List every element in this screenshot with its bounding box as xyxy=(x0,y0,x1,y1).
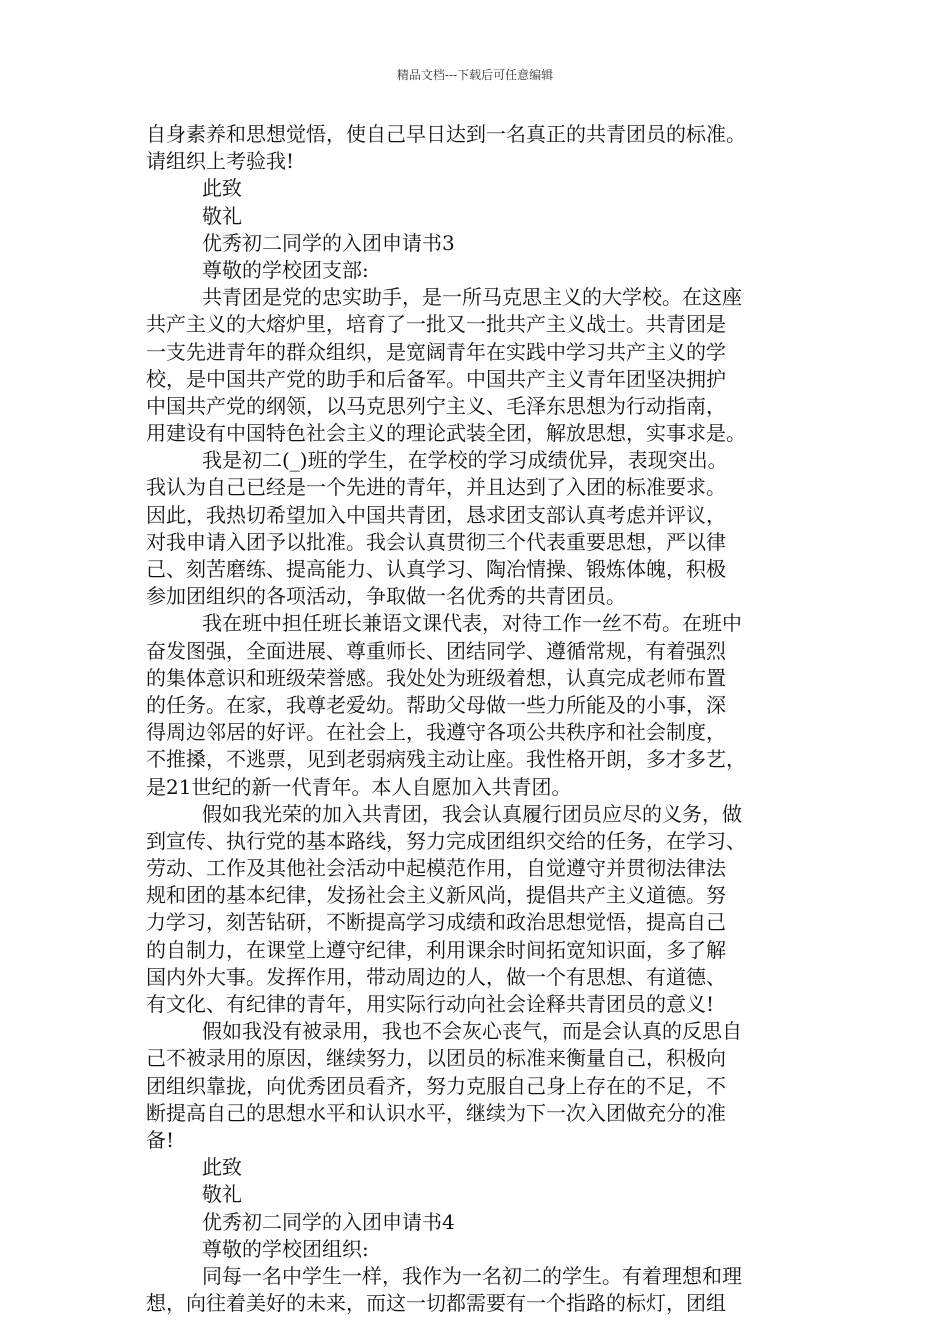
text-line: 此致 xyxy=(202,176,242,201)
text-line: 尊敬的学校团支部: xyxy=(202,257,369,282)
text-line: 此致 xyxy=(202,1155,242,1180)
text-line: 校，是中国共产党的助手和后备军。中国共产主义青年团坚决拥护 xyxy=(146,366,726,391)
text-line: 我是初二(_)班的学生，在学校的学习成绩优异，表现突出。 xyxy=(202,448,728,473)
text-line: 用建设有中国特色社会主义的理论武装全团，解放思想，实事求是。 xyxy=(146,421,746,446)
document-body xyxy=(146,121,826,1317)
text-line: 对我申请入团予以批准。我会认真贯彻三个代表重要思想，严以律 xyxy=(146,529,726,554)
text-line: 断提高自己的思想水平和认识水平，继续为下一次入团做充分的准 xyxy=(146,1100,726,1125)
text-line: 备! xyxy=(146,1127,175,1152)
text-line: 优秀初二同学的入团申请书3 xyxy=(202,230,455,255)
text-line: 自身素养和思想觉悟，使自己早日达到一名真正的共青团员的标准。 xyxy=(146,122,746,146)
text-line: 有文化、有纪律的青年，用实际行动向社会诠释共青团员的意义! xyxy=(146,992,715,1016)
text-line: 的自制力，在课堂上遵守纪律，利用课余时间拓宽知识面，多了解 xyxy=(146,937,726,962)
text-line: 尊敬的学校团组织: xyxy=(202,1236,369,1261)
text-line: 奋发图强，全面进展、尊重师长、团结同学、遵循常规，有着强烈 xyxy=(146,638,726,663)
text-line: 不推搡，不逃票，见到老弱病残主动让座。我性格开朗，多才多艺， xyxy=(146,747,746,772)
text-line: 规和团的基本纪律，发扬社会主义新风尚，提倡共产主义道德。努 xyxy=(146,883,726,908)
text-line: 想，向往着美好的未来，而这一切都需要有一个指路的标灯，团组 xyxy=(146,1291,726,1316)
text-line: 劳动、工作及其他社会活动中起模范作用，自觉遵守并贯彻法律法 xyxy=(146,856,726,881)
text-line: 力学习，刻苦钻研，不断提高学习成绩和政治思想觉悟，提高自己 xyxy=(146,910,726,935)
page-header: 精品文档---下载后可任意编辑 xyxy=(396,68,554,82)
text-line: 团组织靠拢，向优秀团员看齐，努力克服自己身上存在的不足，不 xyxy=(146,1073,726,1098)
text-line: 优秀初二同学的入团申请书4 xyxy=(202,1209,455,1234)
text-line: 共青团是党的忠实助手，是一所马克思主义的大学校。在这座 xyxy=(202,285,742,310)
text-line: 一支先进青年的群众组织，是宽阔青年在实践中学习共产主义的学 xyxy=(146,339,726,364)
text-line: 参加团组织的各项活动，争取做一名优秀的共青团员。 xyxy=(146,584,626,609)
text-line: 敬礼 xyxy=(202,1182,242,1207)
text-line: 我认为自己已经是一个先进的青年，并且达到了入团的标准要求。 xyxy=(146,475,726,500)
text-line: 因此，我热切希望加入中国共青团，恳求团支部认真考虑并评议， xyxy=(146,502,726,527)
text-line: 同每一名中学生一样，我作为一名初二的学生。有着理想和理 xyxy=(202,1263,742,1288)
text-line: 到宣传、执行党的基本路线，努力完成团组织交给的任务，在学习、 xyxy=(146,828,746,853)
text-line: 共产主义的大熔炉里，培育了一批又一批共产主义战士。共青团是 xyxy=(146,312,726,337)
text-line: 得周边邻居的好评。在社会上，我遵守各项公共秩序和社会制度， xyxy=(146,720,726,745)
text-line: 己不被录用的原因，继续努力，以团员的标准来衡量自己，积极向 xyxy=(146,1046,726,1071)
text-line: 的任务。在家，我尊老爱幼。帮助父母做一些力所能及的小事，深 xyxy=(146,692,726,717)
text-line: 是21世纪的新一代青年。本人自愿加入共青团。 xyxy=(146,774,572,799)
text-line: 中国共产党的纲领，以马克思列宁主义、毛泽东思想为行动指南， xyxy=(146,393,726,418)
text-line: 国内外大事。发挥作用，带动周边的人，做一个有思想、有道德、 xyxy=(146,964,726,989)
text-line: 的集体意识和班级荣誉感。我处处为班级着想，认真完成老师布置 xyxy=(146,665,726,690)
text-line: 敬礼 xyxy=(202,203,242,228)
text-line: 假如我光荣的加入共青团，我会认真履行团员应尽的义务，做 xyxy=(202,801,742,826)
text-line: 己、刻苦磨练、提高能力、认真学习、陶冶情操、锻炼体魄，积极 xyxy=(146,557,726,581)
text-line: 我在班中担任班长兼语文课代表，对待工作一丝不苟。在班中 xyxy=(202,611,742,636)
text-line: 请组织上考验我! xyxy=(146,149,295,174)
text-line: 假如我没有被录用，我也不会灰心丧气，而是会认真的反思自 xyxy=(202,1019,742,1044)
